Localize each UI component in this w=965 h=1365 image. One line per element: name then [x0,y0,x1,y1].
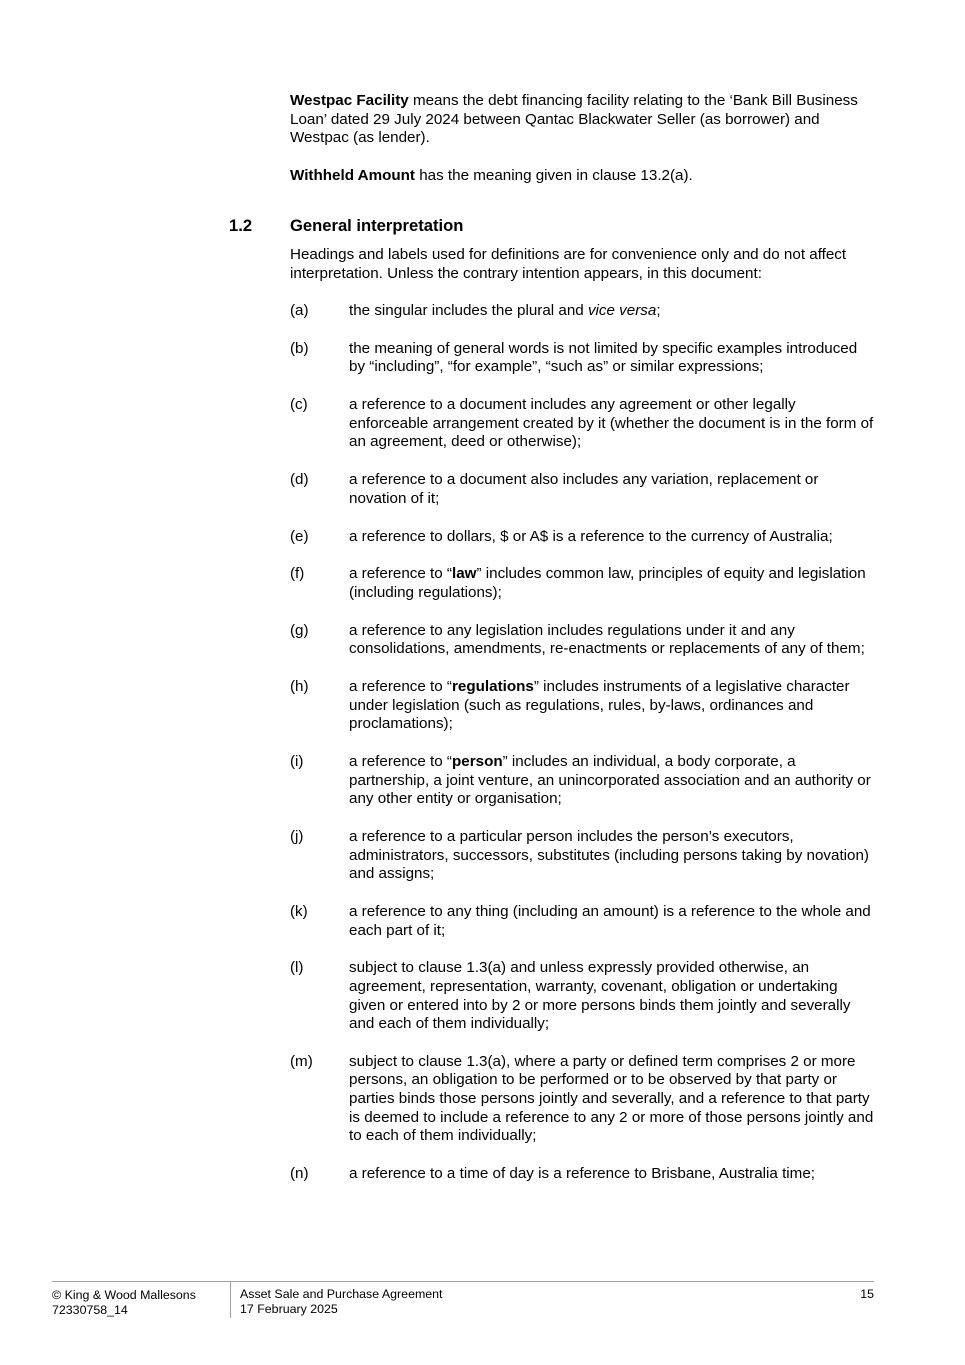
footer-middle [240,1287,443,1318]
item-label: (b) [290,339,309,357]
item-text: a reference to a time of day is a reference to Brisbane, Australia time; [349,1165,815,1183]
list-item-l [290,959,875,1033]
item-text: a reference to dollars, $ or A$ is a reference to the currency of Australia; [349,527,833,545]
definition-term: Withheld Amount [290,167,415,184]
item-text: a reference to a particular person includes the person’s executors, administrators, successors, substitutes (including persons taking by novation) and assigns; [349,827,869,883]
item-text-italic: vice versa [587,302,657,319]
item-label: (n) [290,1165,309,1183]
definition-text: has the meaning given in clause 13.2(a). [415,167,693,184]
footer-page-number: 15 [860,1287,874,1301]
item-text-bold: law [452,565,477,583]
footer-doc-date: 17 February 2025 [240,1302,338,1317]
item-text [349,678,874,734]
item-text: a reference to any legislation includes regulations under it and any consolidations, amendments, re-enactments or replacements of any of them; [349,621,865,658]
item-label: (m) [290,1052,313,1070]
item-label: (a) [290,302,309,319]
item-label: (d) [290,471,309,489]
list-item-e [290,528,875,547]
footer-divider-line [52,1281,874,1282]
list-item-d [290,471,875,508]
definition-withheld-amount [290,167,865,186]
list-item-b [290,340,875,377]
definition-term: Westpac Facility [290,92,409,109]
list-item-n [290,1165,875,1184]
list-item-j [290,828,875,884]
item-label: (k) [290,902,308,920]
item-text-bold: person [452,753,503,770]
item-text [349,302,874,321]
section-number: 1.2 [229,216,253,235]
list-item-k [290,903,875,940]
footer-doc-number: 72330758_14 [52,1303,128,1318]
item-text [349,753,874,809]
item-text-end: ” includes an individual, a body corporate, a partnership, a joint venture, an unincorporated association and an authority or any other entity or organisation; [349,753,871,808]
definition-westpac-facility [290,92,865,148]
item-label: (g) [290,621,309,639]
list-item-c [290,396,875,452]
item-text [349,565,874,602]
item-text: a reference to a document includes any agreement or other legally enforceable arrangement created by it (whether the document is in the form of an agreement, deed or otherwise); [349,396,874,451]
item-text-end: ” includes instruments of a legislative character under legislation (such as regulations, rules, by-laws, ordinances and proclamations); [349,678,850,733]
item-text: subject to clause 1.3(a), where a party or defined term comprises 2 or more persons, an obligation to be performed or to be observed by that party or parties binds those persons jointly and severally, and a reference to that party is deemed to include a reference to any 2 or more of those persons jointly and to each of them individually; [349,1052,874,1145]
footer-left [52,1288,196,1319]
item-text-start: the singular includes the plural and [349,302,588,319]
list-item-a [290,302,875,321]
interpretation-list [290,302,875,1203]
item-label: (h) [290,678,309,696]
item-text: a reference to a document also includes any variation, replacement or novation of it; [349,471,819,507]
list-item-f [290,565,875,602]
item-text: a reference to any thing (including an amount) is a reference to the whole and each part of it; [349,902,871,939]
list-item-g [290,622,875,659]
item-label: (l) [290,959,304,977]
section-intro: Headings and labels used for definitions are for convenience only and do not affect interpretation. Unless the contrary intention appears, in this document: [290,246,847,282]
item-text-start: a reference to “ [349,678,452,696]
definition-text: means the debt financing facility relating to the ‘Bank Bill Business Loan’ dated 29 July 2024 between Qantac Blackwater Seller (as borrower) and Westpac (as lender). [290,92,858,147]
footer-doc-title: Asset Sale and Purchase Agreement [240,1287,443,1301]
section-title: General interpretation [290,216,464,235]
item-text: subject to clause 1.3(a) and unless expressly provided otherwise, an agreement, representation, warranty, covenant, obligation or undertaking given or entered into by 2 or more persons binds them jointly and severally and each of them individually; [349,959,851,1033]
item-text-start: a reference to “ [349,565,452,583]
item-text-end: ” includes common law, principles of equity and legislation (including regulations); [349,565,866,601]
item-label: (e) [290,527,309,545]
item-text: the meaning of general words is not limited by specific examples introduced by “including”, “for example”, “such as” or similar expressions; [349,339,858,376]
item-text-bold: regulations [452,678,534,696]
list-item-i [290,753,875,809]
item-label: (f) [290,565,305,583]
footer-copyright: © King & Wood Mallesons [52,1288,196,1302]
item-text-end: ; [656,302,661,319]
item-text-start: a reference to “ [349,753,452,770]
list-item-m [290,1053,875,1146]
footer-column-separator [230,1281,231,1318]
item-label: (c) [290,396,308,414]
item-label: (i) [290,753,304,770]
item-label: (j) [290,827,304,845]
list-item-h [290,678,875,734]
